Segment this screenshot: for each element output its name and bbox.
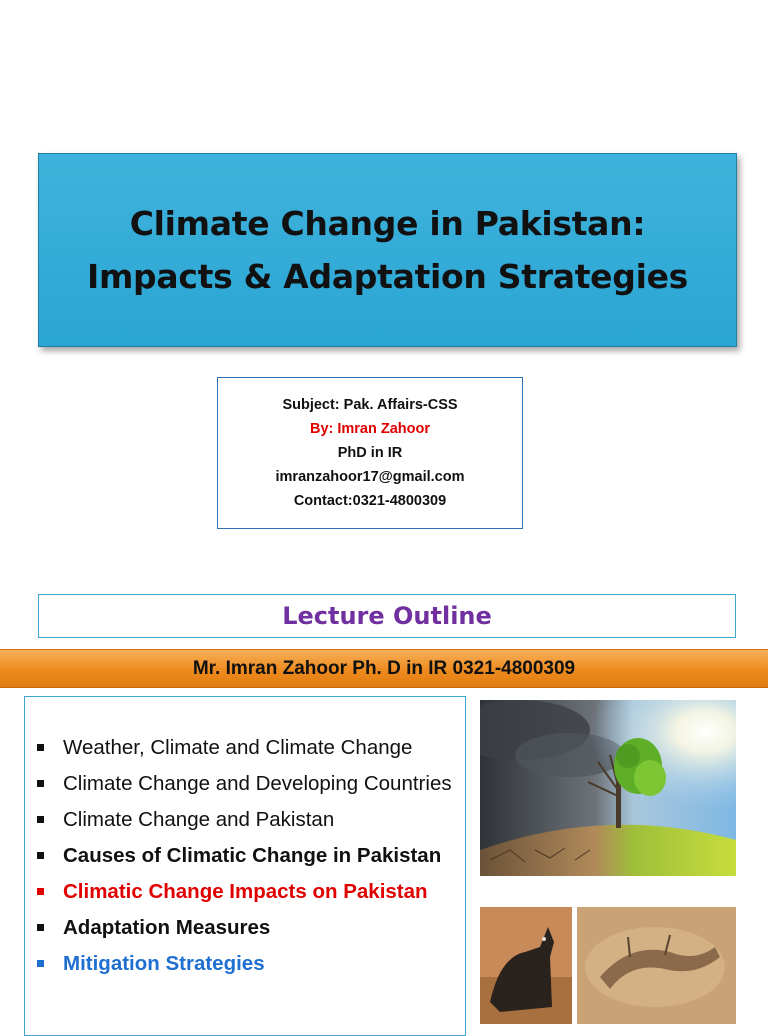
contact-text: Contact:0321-4800309 — [293, 493, 447, 509]
list-item: Causes of Climatic Change in Pakistan — [33, 840, 453, 871]
email-text: imranzahoor17@gmail.com — [275, 469, 465, 485]
list-item: Mitigation Strategies — [33, 948, 453, 979]
author-banner-text: Mr. Imran Zahoor Ph. D in IR 0321-4800309 — [192, 657, 576, 679]
bullet-icon — [37, 744, 44, 751]
author-banner — [0, 649, 768, 688]
tree-illustration — [480, 700, 736, 876]
bullet-icon — [37, 924, 44, 931]
lecture-outline-title: Lecture Outline — [282, 602, 492, 630]
list-item: Climatic Change Impacts on Pakistan — [33, 876, 453, 907]
list-item: Weather, Climate and Climate Change — [33, 732, 453, 763]
drought-images — [480, 907, 736, 1024]
author-name: By: Imran Zahoor — [309, 421, 431, 437]
bullet-icon — [37, 888, 44, 895]
subject-text: Subject: Pak. Affairs-CSS — [282, 397, 458, 413]
bullet-icon — [37, 960, 44, 967]
title-line-1: Climate Change in Pakistan: — [129, 204, 646, 243]
bullet-icon — [37, 780, 44, 787]
list-item: Climate Change and Developing Countries — [33, 768, 453, 799]
drought-illustration — [480, 907, 736, 1024]
climate-split-tree-image — [480, 700, 736, 876]
degree-text: PhD in IR — [337, 445, 403, 461]
author-info-box — [217, 377, 523, 529]
lecture-outline-header — [38, 594, 736, 638]
outline-list-box — [24, 696, 466, 1036]
bullet-icon — [37, 852, 44, 859]
bullet-icon — [37, 816, 44, 823]
list-item: Climate Change and Pakistan — [33, 804, 453, 835]
list-item: Adaptation Measures — [33, 912, 453, 943]
title-line-2: Impacts & Adaptation Strategies — [86, 257, 689, 296]
title-box — [38, 153, 737, 347]
outline-list — [33, 732, 453, 984]
